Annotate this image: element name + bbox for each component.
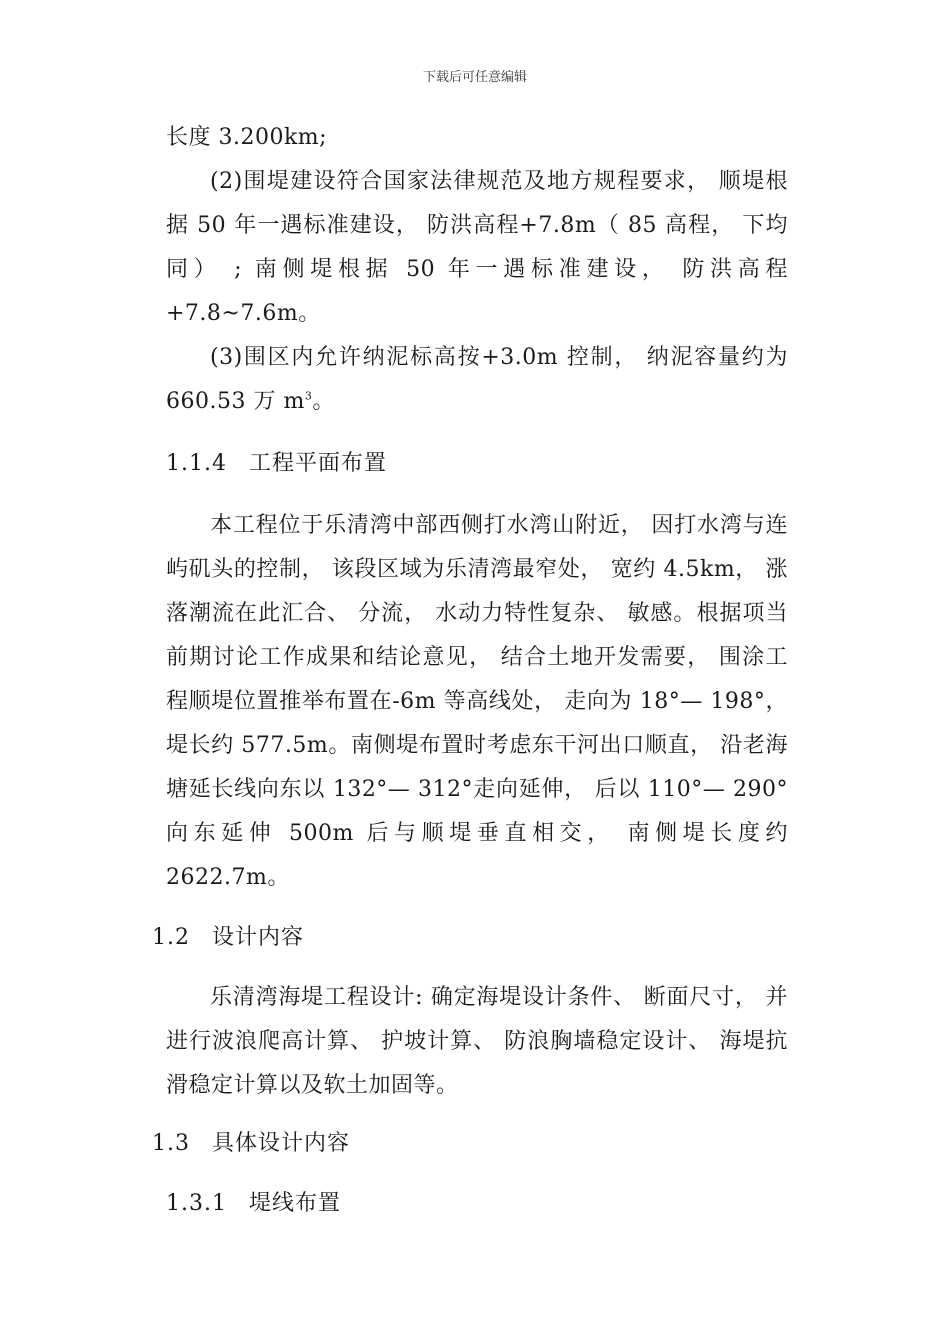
- paragraph-item-2: (2)围堤建设符合国家法律规范及地方规程要求， 顺堤根据 50 年一遇标准建设， 防洪高程+7.8m（ 85 高程， 下均同） ; 南侧堤根据 50 年一遇标准建设， 防洪高程+7.8~7.6m。: [166, 169, 788, 326]
- paragraph-length: 长度 3.200km;: [166, 125, 328, 150]
- heading-number: 1.1.4: [166, 451, 227, 476]
- page-header: 下载后可任意编辑: [422, 70, 527, 85]
- superscript-cubic: 3: [304, 389, 313, 403]
- heading-title: 具体设计内容: [212, 1131, 351, 1156]
- heading-title: 设计内容: [212, 925, 305, 950]
- heading-number: 1.2: [152, 925, 190, 950]
- paragraph-item-3-text: (3)围区内允许纳泥标高按+3.0m 控制， 纳泥容量约为 660.53 万 m: [166, 345, 788, 414]
- heading-title: 堤线布置: [248, 1191, 341, 1216]
- heading-1-3-1: [166, 1182, 788, 1226]
- document-body: [152, 116, 788, 1226]
- paragraph-item-3: [166, 336, 788, 424]
- paragraph-layout: 本工程位于乐清湾中部西侧打水湾山附近， 因打水湾与连屿矶头的控制， 该段区域为乐清湾最窄处， 宽约 4.5km， 涨落潮流在此汇合、 分流， 水动力特性复杂、 敏感。根据项当前期讨论工作成果和结论意见， 结合土地开发需要， 围涂工程顺堤位置推举布置在-6m 等高线处， 走向为 18°— 198°， 堤长约 577.5m。南侧堤布置时考虑东干河出口顺直， 沿老海塘延长线向东以 132°— 312°走向延伸， 后以 110°— 290°向东延伸 500m 后与顺堤垂直相交， 南侧堤长度约 2622.7m。: [166, 513, 788, 890]
- heading-title: 工程平面布置: [248, 451, 387, 476]
- heading-1-1-4: [166, 442, 788, 486]
- heading-1-2: [152, 916, 788, 960]
- heading-number: 1.3: [152, 1131, 190, 1156]
- paragraph-design: 乐清湾海堤工程设计: 确定海堤设计条件、 断面尺寸， 并进行波浪爬高计算、 护坡计算、 防浪胸墙稳定设计、 海堤抗滑稳定计算以及软土加固等。: [166, 985, 788, 1098]
- heading-1-3: [152, 1122, 788, 1166]
- paragraph-item-3-end: 。: [312, 389, 335, 414]
- heading-number: 1.3.1: [166, 1191, 227, 1216]
